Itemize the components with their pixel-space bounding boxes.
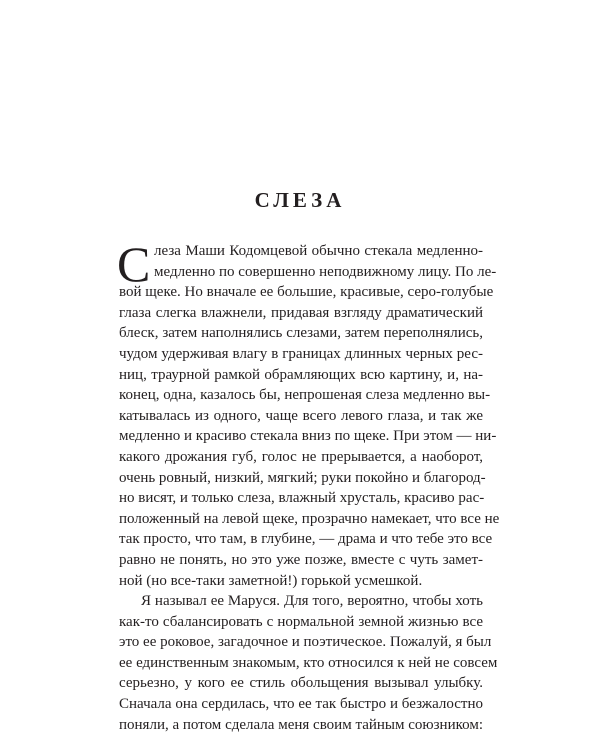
text-line: Я называл ее Маруся. Для того, вероятно, чтобы хоть: [141, 593, 483, 610]
text-line: как-то сбалансировать с нормальной земной жизнью все: [119, 613, 483, 630]
text-line: поняли, а потом сделала меня своим тайным союзником:: [119, 716, 483, 733]
text-block: [117, 236, 500, 735]
text-line: так просто, что там, в глубине, — драма и что тебе это все: [119, 531, 493, 548]
text-line: медленно по совершенно неподвижному лицу. По ле-: [154, 263, 497, 280]
text-line: какого дрожания губ, голос не прерывается, а наоборот,: [119, 448, 483, 465]
text-line: но висят, и только слеза, влажный хрусталь, красиво рас-: [119, 490, 485, 507]
text-line: Сначала она сердилась, что ее так быстро и безжалостно: [119, 696, 483, 713]
text-line: ее единственным знакомым, кто относился к ней не совсем: [119, 654, 498, 671]
text-line: медленно и красиво стекала вниз по щеке. При этом — ни-: [119, 428, 497, 445]
drop-cap: С: [117, 236, 151, 292]
chapter-title: СЛЕЗА: [254, 188, 346, 212]
text-line: конец, одна, казалось бы, непрошеная слеза медленно вы-: [119, 387, 491, 404]
text-line: очень ровный, низкий, мягкий; руки покойно и благород-: [119, 469, 486, 486]
text-line: катывалась из одного, чаще всего левого глаза, и так же: [119, 407, 483, 424]
text-line: ной (но все-таки заметной!) горькой усмешкой.: [119, 572, 423, 589]
text-line: равно не понять, но это уже позже, вместе с чуть замет-: [119, 551, 483, 568]
text-line: вой щеке. Но вначале ее большие, красивые, серо-голубые: [119, 284, 494, 301]
text-line: глаза слегка влажнели, придавая взгляду драматический: [119, 304, 483, 321]
text-line: чудом удерживая влагу в границах длинных черных рес-: [119, 345, 483, 362]
text-line: леза Маши Кодомцевой обычно стекала медленно-: [154, 243, 483, 259]
text-line: серьезно, у кого ее стиль обольщения вызывал улыбку.: [119, 675, 483, 692]
text-line: положенный на левой щеке, прозрачно намекает, что все не: [119, 510, 500, 527]
text-line: это ее роковое, загадочное и поэтическое. Пожалуй, я был: [119, 634, 492, 651]
text-line: ниц, траурной рамкой обрамляющих всю картину, и, на-: [119, 366, 483, 383]
text-line: блеск, затем наполнялись слезами, затем переполнялись,: [119, 325, 483, 342]
